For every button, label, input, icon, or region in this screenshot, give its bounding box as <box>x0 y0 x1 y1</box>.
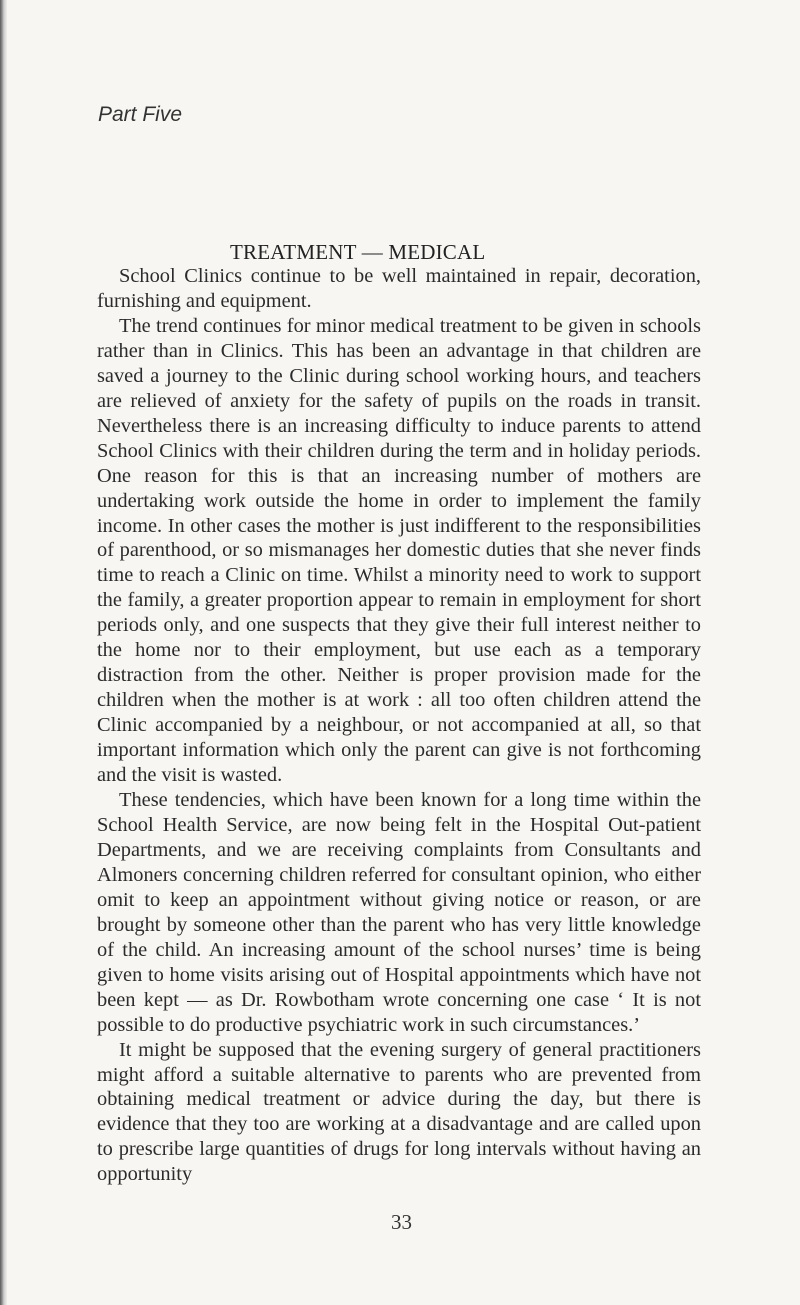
paragraph: The trend continues for minor medical treatment to be given in schools rather than in Clinics. This has been an advantage in that children are saved a journey to the Clinic during school working hours, and teachers are relieved of anxiety for the safety of pupils on the roads in transit. Nevertheless there is an increasing difficulty to induce parents to attend School Clinics with their children during the term and in holiday periods. One reason for this is that an increasing number of mothers are undertaking work outside the home in order to implement the family income. In other cases the mother is just indifferent to the responsibilities of parenthood, or so mismanages her domestic duties that she never finds time to reach a Clinic on time. Whilst a minority need to work to support the family, a greater proportion appear to remain in employment for short periods only, and one suspects that they give their full interest neither to the home nor to their employment, but use each as a temporary distraction from the other. Neither is proper provision made for the children when the mother is at work : all too often children attend the Clinic accompanied by a neighbour, or not accompanied at all, so that important information which only the parent can give is not forthcoming and the visit is wasted. <box>97 314 701 787</box>
paragraph: These tendencies, which have been known for a long time within the School Health Service, are now being felt in the Hospital Out-patient Departments, and we are receiving complaints from Consultants and Almoners concerning children referred for consultant opinion, who either omit to keep an appointment without giving notice or reason, or are brought by someone other than the parent who has very little knowledge of the child. An increasing amount of the school nurses’ time is being given to home visits arising out of Hospital appointments which have not been kept — as Dr. Rowbotham wrote concerning one case ‘ It is not possible to do productive psychiatric work in such circumstances.’ <box>97 789 701 1036</box>
part-label: Part Five <box>98 103 183 126</box>
page-binding-edge <box>0 0 7 1305</box>
page-number: 33 <box>391 1210 412 1234</box>
paragraph: It might be supposed that the evening surgery of general practitioners might afford a suitable alternative to parents who are prevented from obtaining medical treatment or advice during the day, but there is evidence that they too are working at a disadvantage and are called upon to prescribe large quantities of drugs for long intervals without having an opportunity <box>97 1038 701 1186</box>
paragraph: School Clinics continue to be well maintained in repair, decoration, furnishing and equipment. <box>97 265 701 312</box>
section-heading: TREATMENT — MEDICAL <box>230 240 486 264</box>
body-text <box>97 264 701 1187</box>
